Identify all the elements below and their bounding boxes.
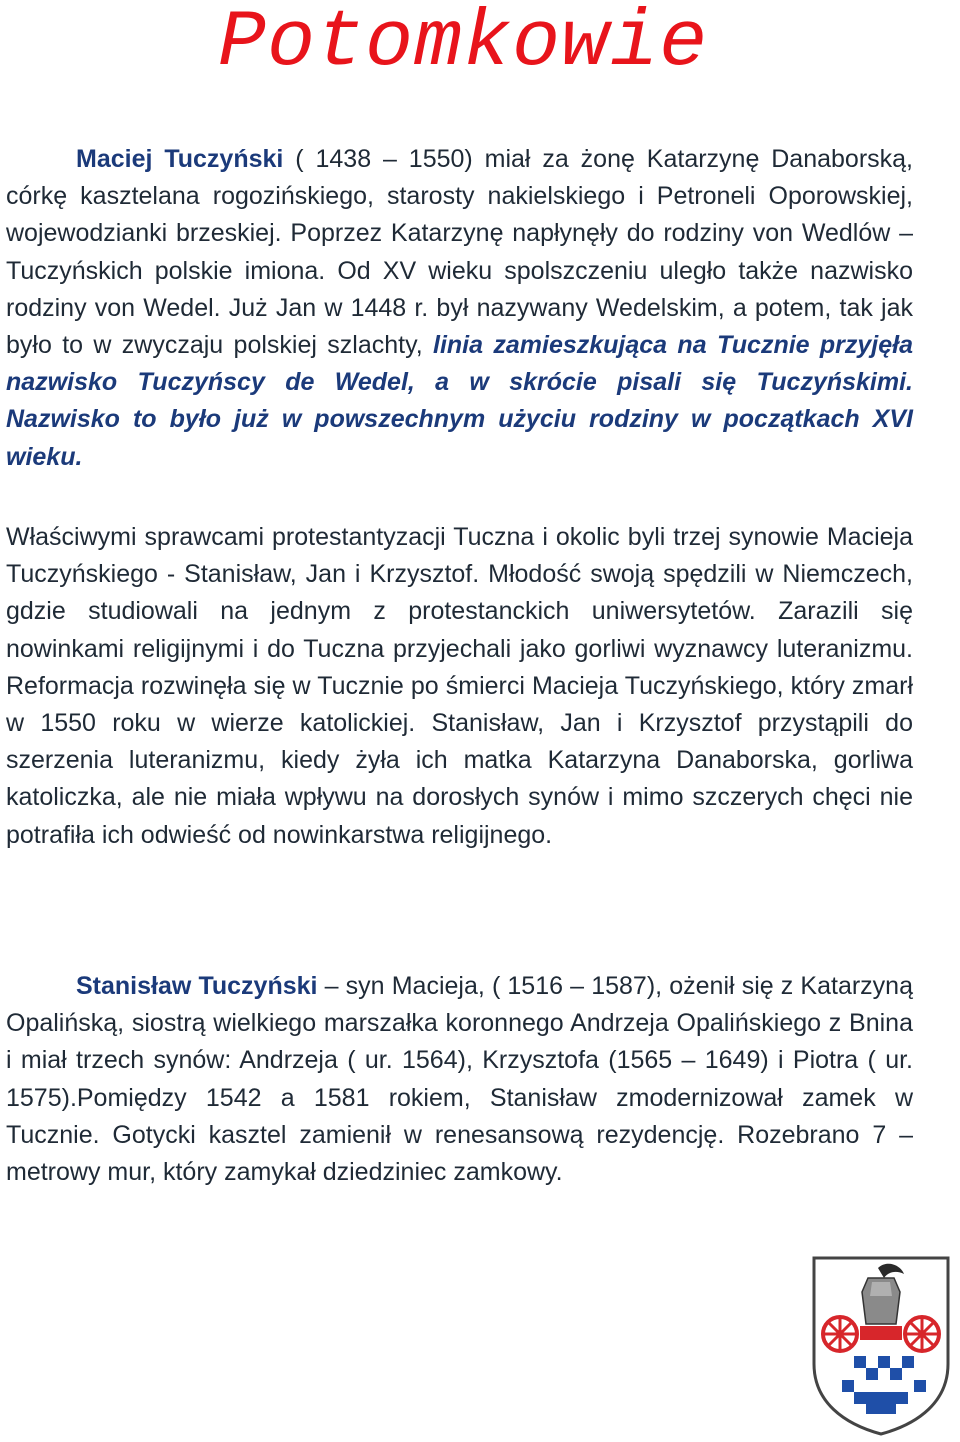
paragraph-maciej-emphasis: linia zamieszkująca na Tucznie przyjęła nazwisko Tuczyńscy de Wedel, a w skrócie pisali się Tuczyńskimi. Nazwisko to było już w powszechnym użyciu rodziny w początkach XVI wieku. (6, 331, 914, 471)
paragraph-stanislaw-text: – syn Macieja, ( 1516 – 1587), ożenił się z Katarzyną Opalińską, siostrą wielkiego marszałka koronnego Andrzeja Opalińskiego z Bnina i miał trzech synów: Andrzeja ( ur. 1564), Krzysztofa (1565 – 1649) i Piotra ( ur. 1575).Pomiędzy 1542 a 1581 rokiem, Stanisław zmodernizował zamek w Tucznie. Gotycki kasztel zamienił w renesansową rezydencję. Rozebrano 7 – metrowy mur, który zamykał dziedziniec zamkowy. (6, 972, 913, 1187)
paragraph-stanislaw (6, 968, 913, 1191)
paragraph-reformation-text: Właściwymi sprawcami protestantyzacji Tuczna i okolic byli trzej synowie Macieja Tuczyńskiego - Stanisław, Jan i Krzysztof. Młodość swoją spędzili w Niemczech, gdzie studiowali na jednym z protestanckich uniwersytetów. Zarazili się nowinkami religijnymi i do Tuczna przyjechali jako gorliwi wyznawcy luteranizmu. Reformacja rozwinęła się w Tucznie po śmierci Macieja Tuczyńskiego, który zmarł w 1550 roku w wierze katolickiej. Stanisław, Jan i Krzysztof przystąpili do szerzenia luteranizmu, kiedy żyła ich matka Katarzyna Danaborska, gorliwa katoliczka, ale nie miała wpływu na dorosłych synów i mimo szczerych chęci nie potrafiła ich odwieść od nowinkarstwa religijnego. (6, 523, 913, 849)
paragraph-reformation (6, 519, 913, 854)
paragraph-maciej-text: ( 1438 – 1550) miał za żonę Katarzynę Danaborską, córkę kasztelana rogozińskiego, starosty nakielskiego i Petroneli Oporowskiej, wojewodzianki brzeskiej. Poprzez Katarzynę napłynęły do rodziny von Wedlów – Tuczyńskich polskie imiona. Od XV wieku spolszczeniu uległo także nazwisko rodziny von Wedel. Już Jan w 1448 r. był nazywany Wedelskim, a potem, tak jak było to w zwyczaju polskiej szlachty, (6, 145, 913, 360)
paragraph-maciej (6, 141, 913, 476)
page-title: Potomkowie (218, 0, 709, 89)
person-name-stanislaw: Stanisław Tuczyński (76, 972, 318, 1000)
person-name-maciej: Maciej Tuczyński (76, 145, 284, 173)
coat-of-arms-icon (808, 1252, 954, 1438)
